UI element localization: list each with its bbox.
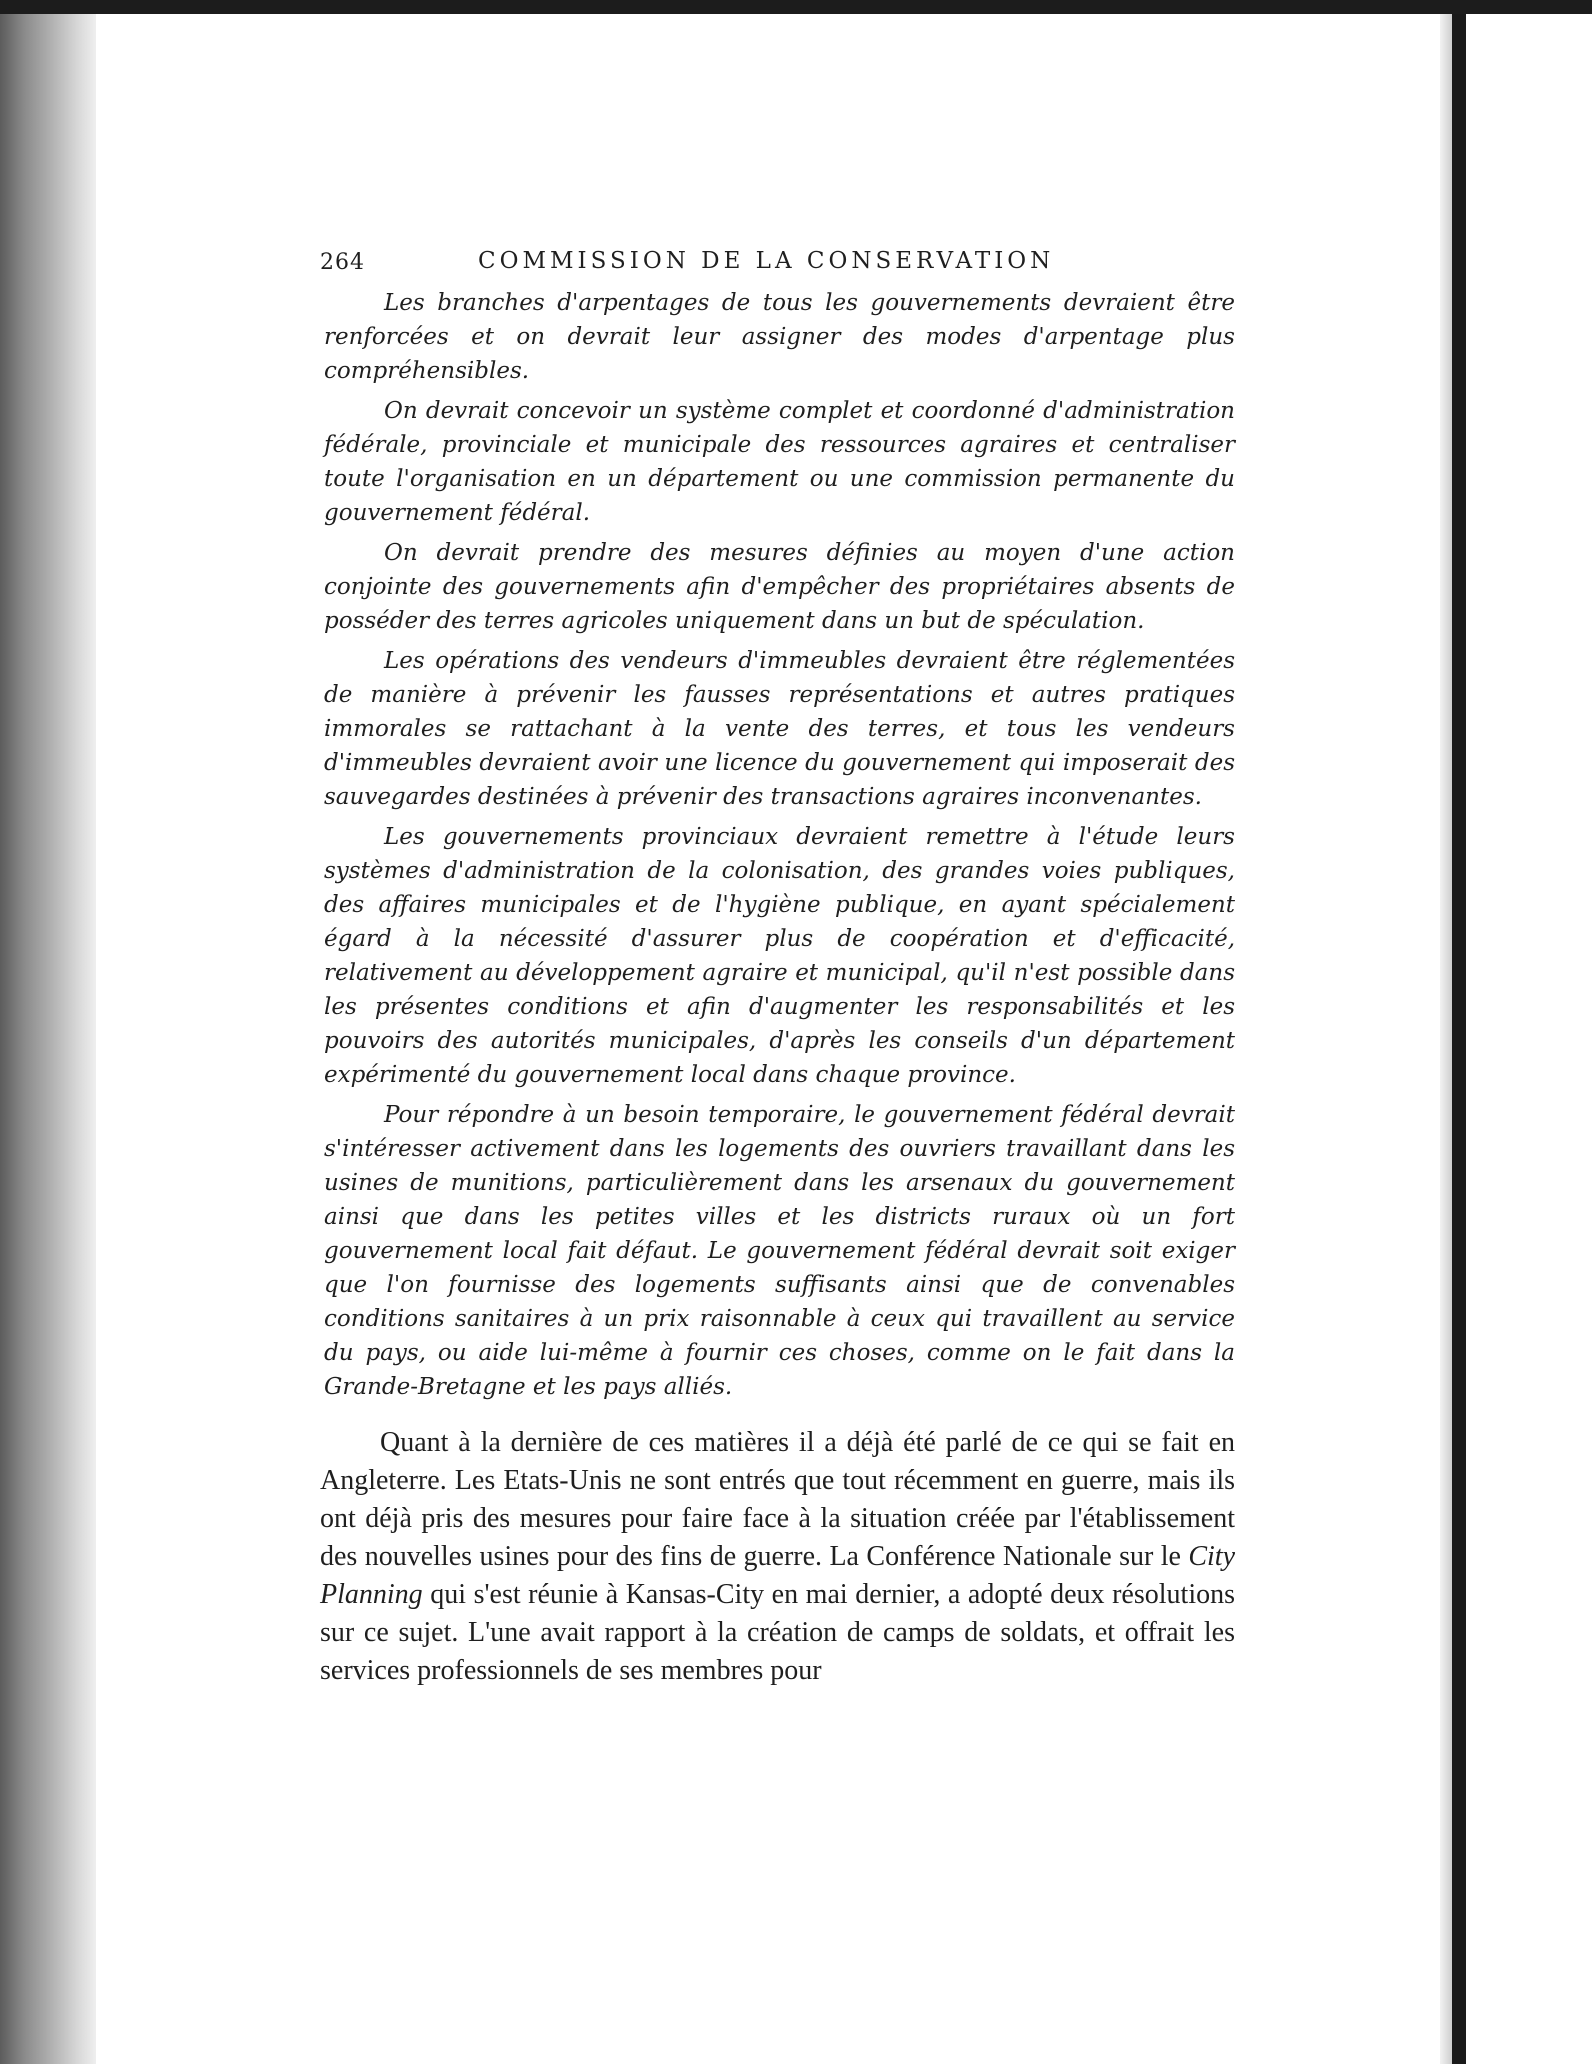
page-header	[300, 240, 1235, 280]
recommendation-paragraph-2: On devrait concevoir un système complet et coordonné d'administration fédérale, provinciale et municipale des ressources agraires et centraliser toute l'organisation en un département ou une commission permanente du gouvernement fédéral.	[324, 398, 1235, 526]
book-spine-edge	[1452, 14, 1466, 2064]
scan-top-border	[0, 0, 1592, 14]
page-number: 264	[320, 250, 365, 275]
recommendation-paragraph-6: Pour répondre à un besoin temporaire, le gouvernement fédéral devrait s'intéresser activement dans les logements des ouvriers travaillant dans les usines de munitions, particulièrement dans les arsenaux du gouvernement ainsi que dans les petites villes et les districts ruraux où un fort gouvernement local fait défaut. Le gouvernement fédéral devrait soit exiger que l'on fournisse des logements suffisants ainsi que de convenables conditions sanitaires à un prix raisonnable à ceux qui travaillent au service du pays, ou aide lui-même à fournir ces choses, comme on le fait dans la Grande-Bretagne et les pays alliés.	[324, 1102, 1235, 1400]
book-gutter-shadow	[1440, 14, 1452, 2064]
page-content	[300, 240, 1235, 1696]
recommendation-paragraph-3: On devrait prendre des mesures définies au moyen d'une action conjointe des gouvernements afin d'empêcher des propriétaires absents de posséder des terres agricoles uniquement dans un but de spéculation.	[324, 540, 1235, 634]
running-head: COMMISSION DE LA CONSERVATION	[478, 248, 1055, 274]
facing-page-strip	[1466, 14, 1592, 2064]
recommendation-paragraph-1: Les branches d'arpentages de tous les gouvernements devraient être renforcées et on devrait leur assigner des modes d'arpentage plus compréhensibles.	[324, 290, 1235, 384]
recommendation-paragraph-4: Les opérations des vendeurs d'immeubles devraient être réglementées de manière à prévenir les fausses représentations et autres pratiques immorales se rattachant à la vente des terres, et tous les vendeurs d'immeubles devraient avoir une licence du gouvernement qui imposerait des sauvegardes destinées à prévenir des transactions agraires inconvenantes.	[324, 648, 1235, 810]
recommendation-paragraph-5: Les gouvernements provinciaux devraient remettre à l'étude leurs systèmes d'administration de la colonisation, des grandes voies publiques, des affaires municipales et de l'hygiène publique, en ayant spécialement égard à la nécessité d'assurer plus de coopération et d'efficacité, relativement au développement agraire et municipal, qu'il n'est possible dans les présentes conditions et afin d'augmenter les responsabilités et les pouvoirs des autorités municipales, d'après les conseils d'un département expérimenté du gouvernement local dans chaque province.	[324, 824, 1235, 1088]
body-text-part-2: qui s'est réunie à Kansas-City en mai dernier, a adopté deux résolutions sur ce sujet. L'une avait rapport à la création de camps de soldats, et offrait les services professionnels de ses membres pour	[320, 1579, 1235, 1686]
body-text-emphasis: City Planning	[320, 1541, 1235, 1610]
body-paragraph	[300, 1424, 1235, 1690]
book-page-edges	[0, 14, 96, 2064]
body-text-part-1: Quant à la dernière de ces matières il a déjà été parlé de ce qui se fait en Angleterre. Les Etats-Unis ne sont entrés que tout récemment en guerre, mais ils ont déjà pris des mesures pour faire face à la situation créée par l'établissement des nouvelles usines pour des fins de guerre. La Conférence Nationale sur le	[320, 1427, 1235, 1572]
